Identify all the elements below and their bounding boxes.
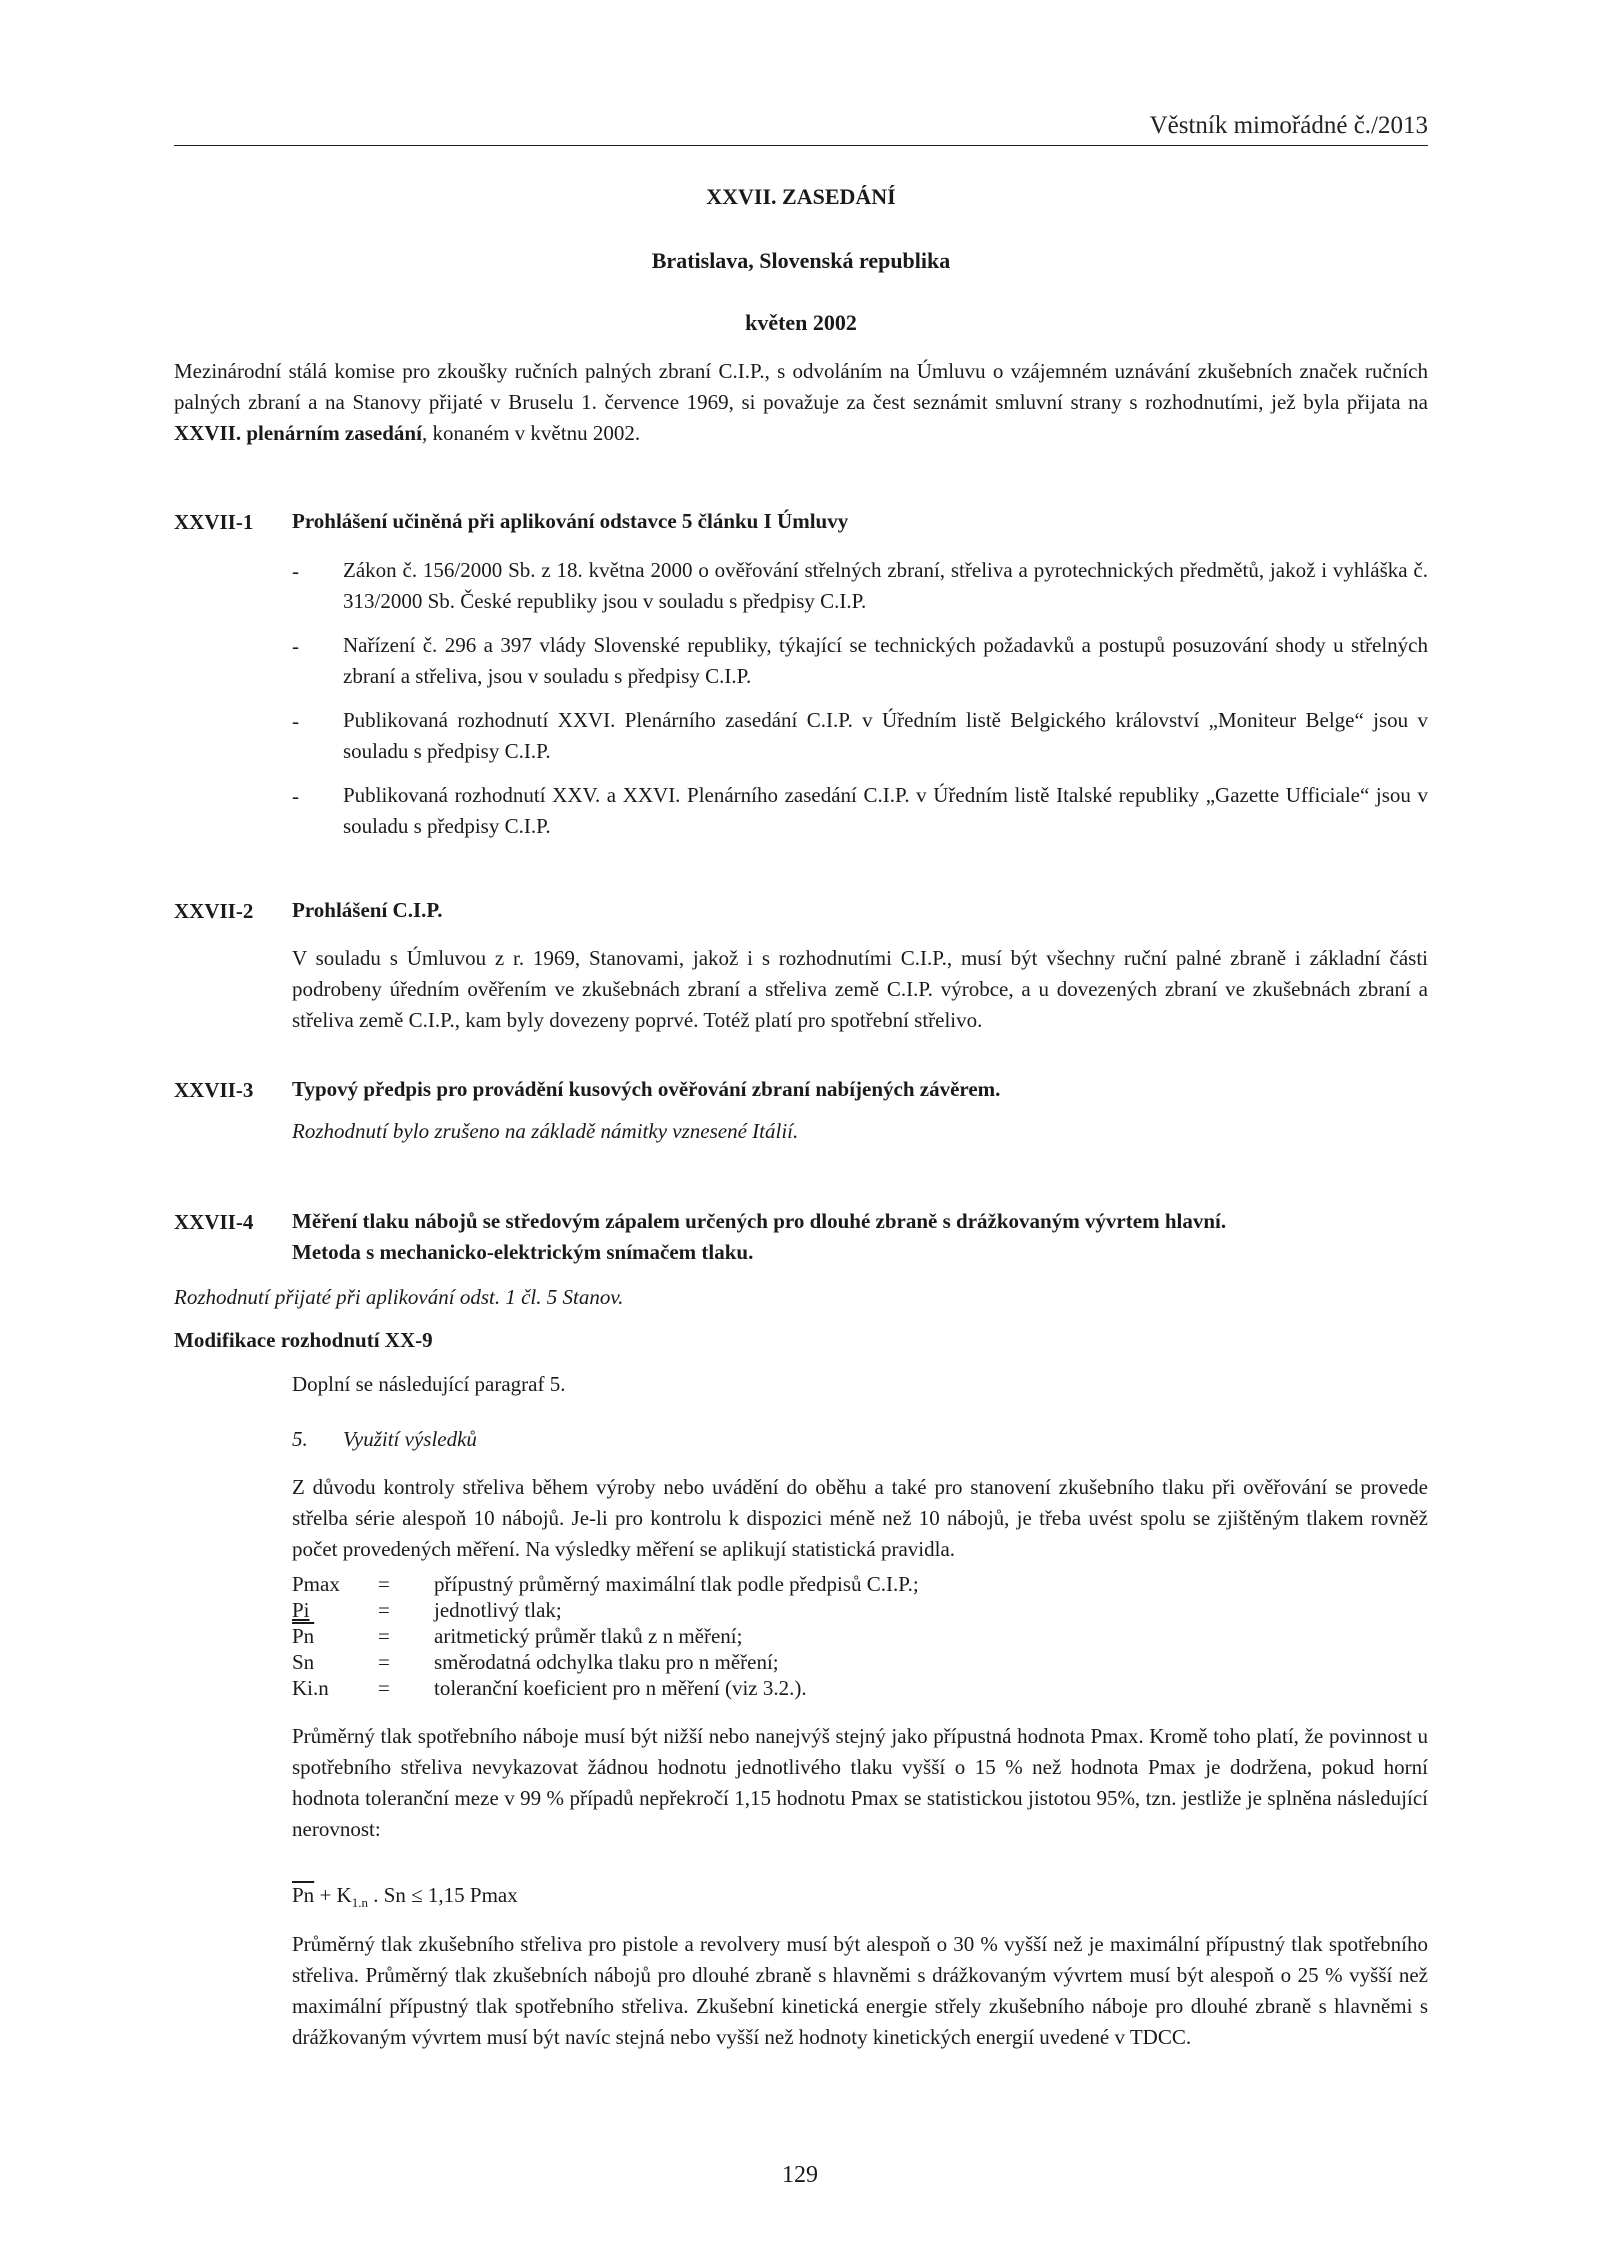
intro-text-bold: XXVII. plenárním zasedání [174,421,422,445]
definition-symbol: Sn [292,1650,315,1674]
section-id: XXVII-3 [174,1078,254,1102]
proof-ammo-paragraph: Průměrný tlak zkušebního střeliva pro pistole a revolvery musí být alespoň o 30 % vyšší než je maximální přípustný tlak spotřebního střeliva. Průměrný tlak zkušebních nábojů pro dlouhé zbraně s hlavněmi s drážkovaným vývrtem musí být alespoň o 25 % vyšší než maximální přípustný tlak spotřebního střeliva. Zkušební kinetická energie střely zkušebního náboje pro dlouhé zbraně s hlavněmi s drážkovaným vývrtem musí být navíc stejná nebo vyšší než hodnoty kinetických energií uvedené v TDCC. [292,1932,1428,2049]
addition-note: Doplní se následující paragraf 5. [292,1372,566,1396]
running-header: Věstník mimořádné č./2013 [1149,112,1428,139]
bullet-dash: - [292,634,299,658]
definition-meaning: jednotlivý tlak; [434,1598,562,1622]
bullet-dash: - [292,784,299,808]
subsection-title: Využití výsledků [343,1427,477,1451]
section-id: XXVII-2 [174,899,254,923]
definition-meaning: toleranční koeficient pro n měření (viz 3.2.). [434,1676,807,1700]
formula-subscript: 1.n [351,1895,368,1911]
section-title: Prohlášení učiněná při aplikování odstavce 5 článku I Úmluvy [292,509,849,533]
section-title-line1: Měření tlaku nábojů se středovým zápalem určených pro dlouhé zbraně s drážkovaným vývrtem hlavní. [292,1209,1227,1233]
formula-pn: $\overline{Pn}$ [292,1883,315,1907]
pressure-paragraph: Průměrný tlak spotřebního náboje musí být nižší nebo nanejvýš stejný jako přípustná hodnota Pmax. Kromě toho platí, že povinnost u spotřebního střeliva nevykazovat žádnou hodnotu jednotlivého tlaku vyšší o 15 % než hodnota Pmax je dodržena, pokud horní hodnota toleranční meze v 99 % případů nepřekročí 1,15 hodnotu Pmax se statistickou jistotou 95%, tzn. jestliže je splněna následující nerovnost: [292,1724,1428,1841]
section-title: Prohlášení C.I.P. [292,898,443,922]
decision-note: Rozhodnutí přijaté při aplikování odst. 1 čl. 5 Stanov. [174,1285,624,1309]
definition-meaning: směrodatná odchylka tlaku pro n měření; [434,1650,779,1674]
subsection-number: 5. [292,1427,308,1451]
definitions-table [292,1572,919,1702]
modification-heading: Modifikace rozhodnutí XX-9 [174,1328,433,1352]
section-id: XXVII-4 [174,1210,254,1234]
definition-meaning: aritmetický průměr tlaků z n měření; [434,1624,743,1648]
definition-equals: = [378,1650,390,1674]
section-note: Rozhodnutí bylo zrušeno na základě námitky vznesené Itálií. [292,1119,799,1143]
bullet-dash: - [292,559,299,583]
inequality-formula [292,1883,518,1911]
definition-symbol: Ki.n [292,1676,329,1700]
session-title: XXVII. ZASEDÁNÍ [706,184,896,209]
definition-meaning: přípustný průměrný maximální tlak podle předpisů C.I.P.; [434,1572,919,1596]
definition-equals: = [378,1676,390,1700]
bullet-dash: - [292,709,299,733]
results-paragraph: Z důvodu kontroly střeliva během výroby nebo uvádění do oběhu a také pro stanovení zkušebního tlaku při ověřování se provede střelba série alespoň 10 nábojů. Je-li pro kontrolu k dispozici méně než 10 nábojů, je třeba uvést spolu se zjištěným tlakem rovněž počet provedených měření. Na výsledky měření se aplikují statistická pravidla. [292,1475,1428,1561]
definition-row [292,1676,919,1702]
section-paragraph: V souladu s Úmluvou z r. 1969, Stanovami, jakož i s rozhodnutími C.I.P., musí být všechny ruční palné zbraně i základní části podrobeny úředním ověřením ve zkušebnách zbraní a střeliva země C.I.P. výrobce, a u dovezených zbraní ve zkušebnách zbraní a střeliva země C.I.P., kam byly dovezeny poprvé. Totéž platí pro spotřební střelivo. [292,946,1428,1032]
section-title: Typový předpis pro provádění kusových ověřování zbraní nabíjených závěrem. [292,1077,1001,1101]
bullet-item: Zákon č. 156/2000 Sb. z 18. května 2000 o ověřování střelných zbraní, střeliva a pyrotechnických předmětů, jakož i vyhláška č. 313/2000 Sb. České republiky jsou v souladu s předpisy C.I.P. [343,558,1428,613]
page-number: 129 [782,2162,818,2188]
section-title-line2: Metoda s mechanicko-elektrickým snímačem tlaku. [292,1240,754,1264]
section-title [292,1206,1428,1268]
definition-equals: = [378,1598,390,1622]
session-location: Bratislava, Slovenská republika [651,248,951,273]
definition-symbol: Pmax [292,1572,340,1596]
definition-row [292,1598,919,1624]
definition-row [292,1650,919,1676]
header-rule [174,145,1428,146]
section-id: XXVII-1 [174,510,254,534]
intro-text-after: , konaném v květnu 2002. [421,421,641,445]
definition-equals: = [378,1624,390,1648]
bullet-item: Nařízení č. 296 a 397 vlády Slovenské republiky, týkající se technických požadavků a postupů posuzování shody u střelných zbraní a střeliva, jsou v souladu s předpisy C.I.P. [343,633,1428,688]
definition-row [292,1624,919,1650]
bullet-item: Publikovaná rozhodnutí XXV. a XXVI. Plenárního zasedání C.I.P. v Úředním listě Italské republiky „Gazette Ufficiale“ jsou v souladu s předpisy C.I.P. [343,783,1428,838]
definition-equals: = [378,1572,390,1596]
intro-text-before: Mezinárodní stálá komise pro zkoušky ručních palných zbraní C.I.P., s odvoláním na Úmluvu o vzájemném uznávání zkušebních značek ručních palných zbraní a na Stanovy přijaté v Bruselu 1. července 1969, si považuje za čest seznámit smluvní strany s rozhodnutími, jež byla přijata na [174,359,1428,414]
definition-row [292,1572,919,1598]
definition-symbol: Pi [292,1598,310,1622]
bullet-item: Publikovaná rozhodnutí XXVI. Plenárního zasedání C.I.P. v Úředním listě Belgického království „Moniteur Belge“ jsou v souladu s předpisy C.I.P. [343,708,1428,763]
formula-plus-k: + K [314,1883,352,1907]
intro-paragraph [174,356,1428,449]
formula-rest: . Sn ≤ 1,15 Pmax [367,1883,518,1907]
definition-symbol: $\overline{Pn}$ [292,1624,315,1648]
session-date: květen 2002 [745,310,857,335]
